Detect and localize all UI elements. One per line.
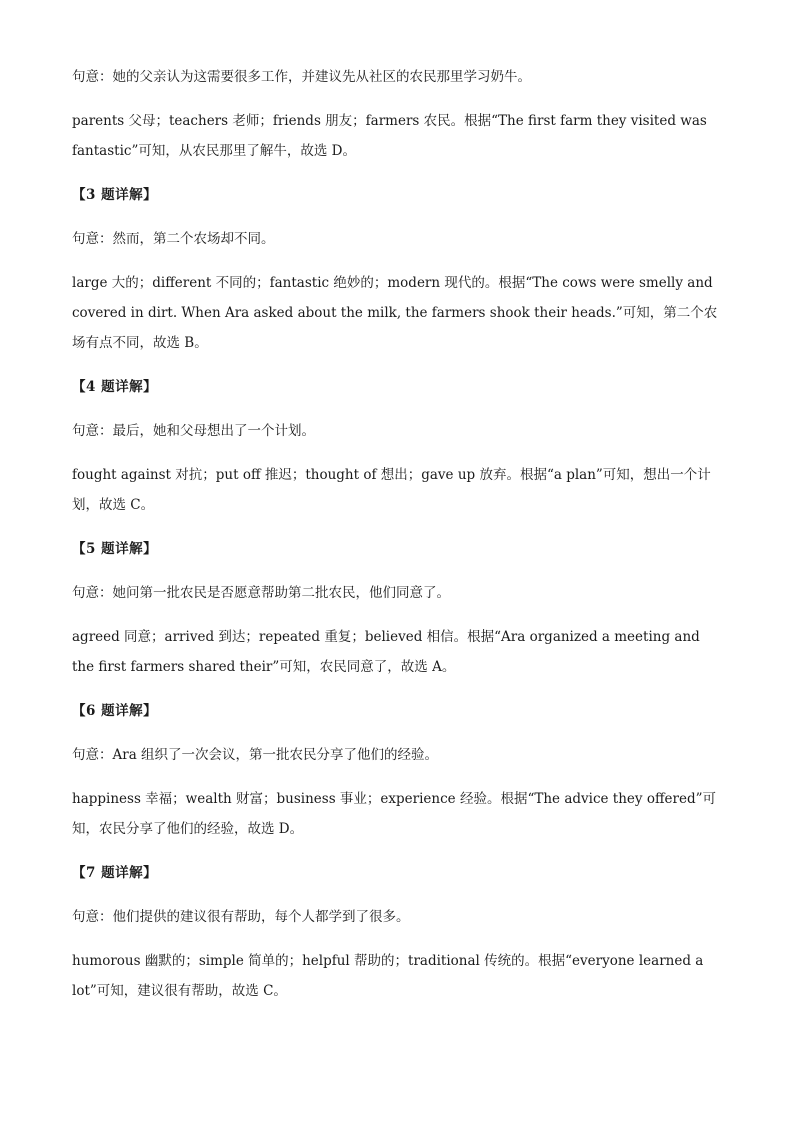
sentence-meaning: 句意：最后，她和父母想出了一个计划。 [72, 423, 315, 439]
option-explanation: happiness 幸福；wealth 财富；business 事业；experience 经验。根据“The advice they offered”可知，农民分享了他们的经验，故选 D。 [72, 791, 717, 837]
question-heading: 【4 题详解】 [72, 379, 158, 395]
option-explanation: humorous 幽默的；simple 简单的；helpful 帮助的；traditional 传统的。根据“everyone learned a lot”可知，建议很有帮助，故选 C。 [72, 953, 704, 999]
sentence-meaning: 句意：然而，第二个农场却不同。 [72, 231, 275, 247]
sentence-meaning: 句意：Ara 组织了一次会议，第一批农民分享了他们的经验。 [72, 747, 439, 763]
sentence-meaning: 句意：他们提供的建议很有帮助，每个人都学到了很多。 [72, 909, 410, 925]
document-page [72, 62, 724, 1020]
question-heading: 【3 题详解】 [72, 187, 158, 203]
question-heading: 【7 题详解】 [72, 865, 158, 881]
option-explanation: parents 父母；teachers 老师；friends 朋友；farmers 农民。根据“The first farm they visited was fantastic”可知，从农民那里了解牛，故选 D。 [72, 113, 707, 159]
option-explanation: agreed 同意；arrived 到达；repeated 重复；believed 相信。根据“Ara organized a meeting and the first farmers shared their”可知，农民同意了，故选 A。 [72, 629, 700, 675]
option-explanation: fought against 对抗；put off 推迟；thought of 想出；gave up 放弃。根据“a plan”可知，想出一个计划，故选 C。 [72, 467, 711, 513]
question-heading: 【6 题详解】 [72, 703, 158, 719]
option-explanation: large 大的；different 不同的；fantastic 绝妙的；modern 现代的。根据“The cows were smelly and covered in dirt. When Ara asked about the milk, the farmers shook their heads.”可知，第二个农场有点不同，故选 B。 [72, 275, 718, 351]
sentence-meaning: 句意：她问第一批农民是否愿意帮助第二批农民，他们同意了。 [72, 585, 450, 601]
question-heading: 【5 题详解】 [72, 541, 158, 557]
sentence-meaning: 句意：她的父亲认为这需要很多工作，并建议先从社区的农民那里学习奶牛。 [72, 69, 531, 85]
